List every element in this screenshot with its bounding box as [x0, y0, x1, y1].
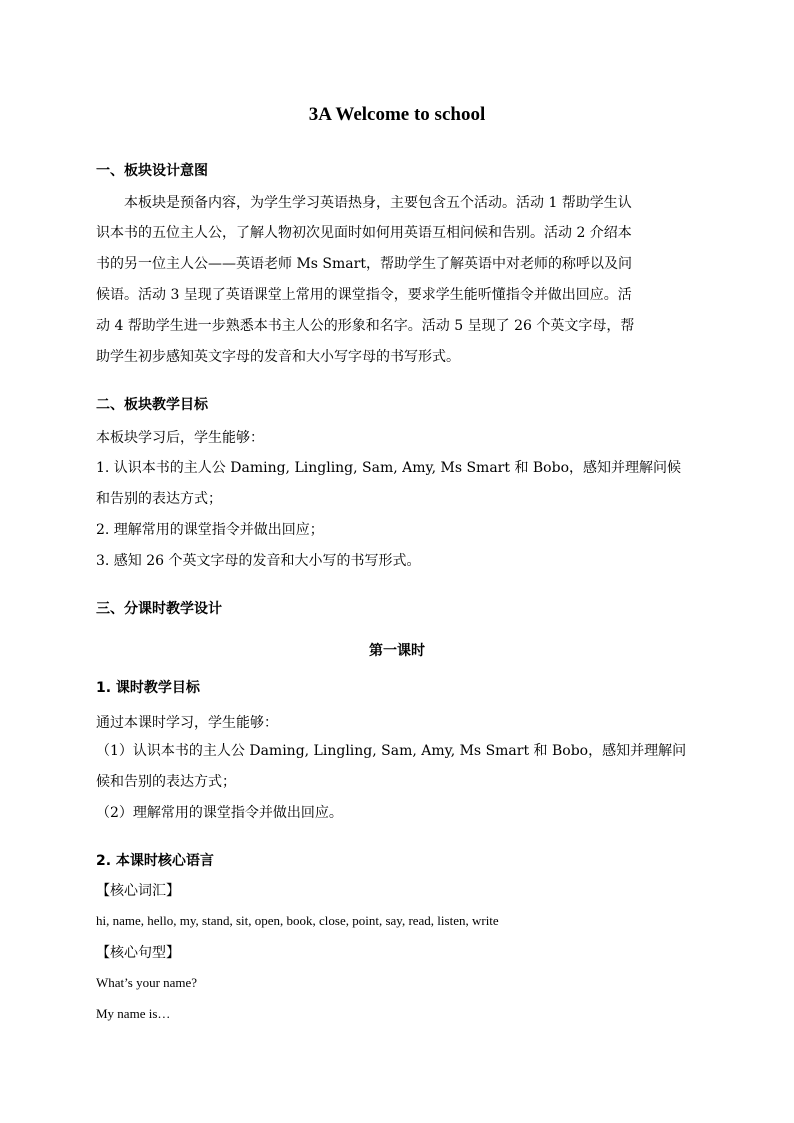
lesson-title: 第一课时	[369, 643, 425, 659]
section2-line-3: 和告别的表达方式；	[96, 491, 222, 507]
sub1-line-3: 候和告别的表达方式；	[96, 774, 236, 790]
section2-line-5: 3. 感知 26 个英文字母的发音和大小写的书写形式。	[96, 553, 421, 569]
section1-line-3: 书的另一位主人公——英语老师 Ms Smart，帮助学生了解英语中对老师的称呼以及问	[96, 256, 632, 272]
section1-line-5: 动 4 帮助学生进一步熟悉本书主人公的形象和名字。活动 5 呈现了 26 个英文字母，帮	[96, 318, 635, 334]
section2-line-2: 1. 认识本书的主人公 Daming, Lingling, Sam, Amy, Ms Smart 和 Bobo，感知并理解问候	[96, 460, 682, 476]
section1-line-2: 识本书的五位主人公，了解人物初次见面时如何用英语互相问候和告别。活动 2 介绍本	[96, 225, 632, 241]
section1-line-6: 助学生初步感知英文字母的发音和大小写字母的书写形式。	[96, 349, 460, 365]
vocab-list: hi, name, hello, my, stand, sit, open, book, close, point, say, read, listen, write	[96, 913, 499, 928]
section3-heading: 三、分课时教学设计	[96, 601, 222, 617]
sub1-line-1: 通过本课时学习，学生能够：	[96, 715, 278, 731]
sentence-label: 【核心句型】	[96, 945, 180, 961]
sentence-2: My name is…	[96, 1006, 171, 1021]
sub1-line-4: （2）理解常用的课堂指令并做出回应。	[96, 805, 343, 821]
sub1-line-2: （1）认识本书的主人公 Daming, Lingling, Sam, Amy, Ms Smart 和 Bobo，感知并理解问	[96, 743, 687, 759]
sub1-heading: 1. 课时教学目标	[96, 680, 200, 696]
section1-line-1: 本板块是预备内容，为学生学习英语热身，主要包含五个活动。活动 1 帮助学生认	[124, 195, 632, 211]
section2-heading: 二、板块教学目标	[96, 397, 208, 413]
document-title: 3A Welcome to school	[308, 104, 486, 125]
sub2-heading: 2. 本课时核心语言	[96, 853, 214, 869]
vocab-label: 【核心词汇】	[96, 883, 180, 899]
sentence-1: What’s your name?	[96, 975, 198, 990]
section1-line-4: 候语。活动 3 呈现了英语课堂上常用的课堂指令，要求学生能听懂指令并做出回应。活	[96, 287, 632, 303]
section1-heading: 一、板块设计意图	[96, 163, 208, 179]
section2-line-1: 本板块学习后，学生能够：	[96, 430, 264, 446]
section2-line-4: 2. 理解常用的课堂指令并做出回应；	[96, 522, 324, 538]
